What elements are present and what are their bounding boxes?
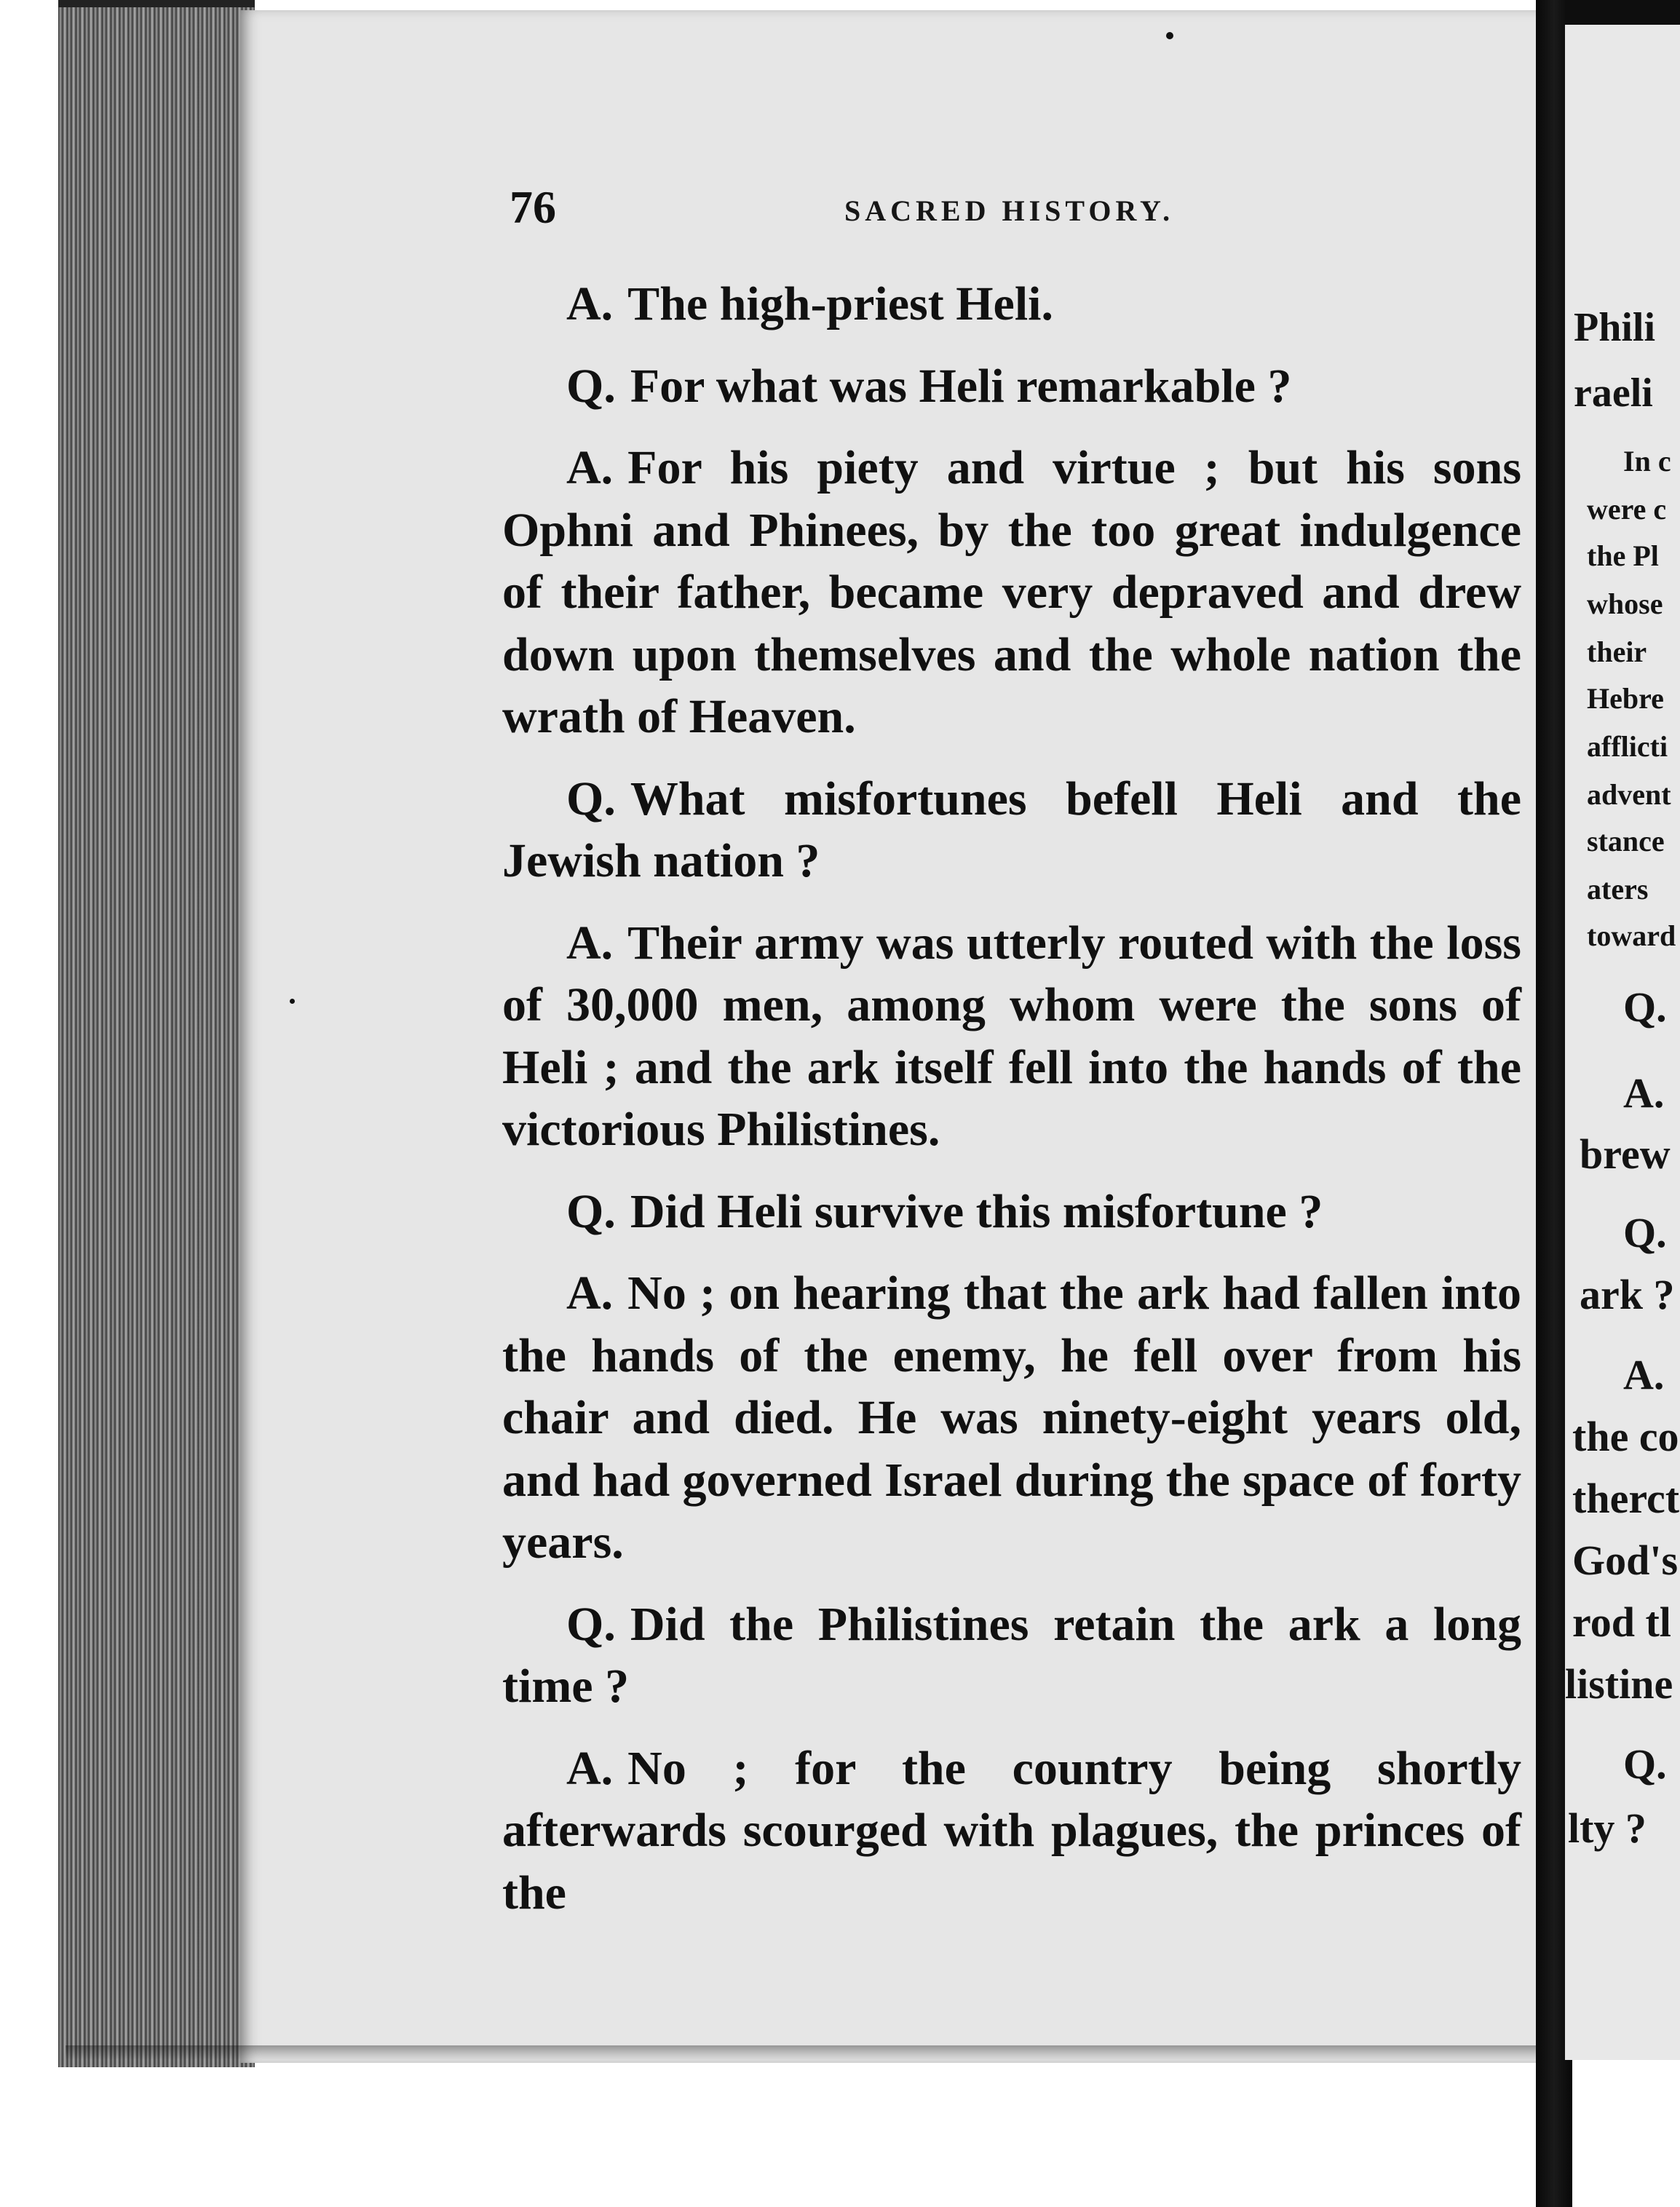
facing-page-fragment: stance (1587, 825, 1665, 857)
facing-page-fragment: the co (1572, 1413, 1679, 1460)
page-number: 76 (510, 181, 556, 233)
question-text: Did Heli survive this misfortune ? (630, 1184, 1323, 1238)
facing-page-fragment: were c (1587, 493, 1667, 526)
answer-label: A. (566, 1741, 614, 1795)
question-text: Did the Philistines retain the ark a long time ? (502, 1597, 1521, 1713)
facing-page-fragment: the Pl (1587, 539, 1659, 572)
facing-page-fragment: Q. (1623, 983, 1667, 1031)
answer-label: A. (566, 441, 614, 494)
facing-page-fragment: lty ? (1568, 1804, 1647, 1852)
catechism-text (502, 273, 1521, 1943)
question-paragraph (502, 768, 1521, 892)
answer-text: For his piety and virtue ; but his sons Ophni and Phinees, by the too great indulgence of their father, became very depraved and drew down upon themselves and the whole nation the wrath of Heaven. (502, 441, 1521, 743)
question-label: Q. (566, 772, 616, 825)
facing-page-fragment: listine (1565, 1660, 1673, 1708)
answer-label: A. (566, 277, 614, 330)
answer-text: No ; for the country being shortly afterwards scourged with plagues, the princes of the (502, 1741, 1521, 1919)
facing-page-fragment: Q. (1623, 1209, 1667, 1256)
answer-paragraph (502, 1738, 1521, 1925)
facing-page-fragment: afflicti (1587, 730, 1668, 763)
facing-page-fragment: A. (1623, 1069, 1665, 1117)
facing-page-fragment: whose (1587, 587, 1663, 620)
answer-paragraph (502, 437, 1521, 748)
facing-page-fragment: In c (1623, 445, 1671, 478)
facing-page-fragment: brew (1580, 1130, 1671, 1178)
page-edges (58, 7, 255, 2067)
answer-paragraph (502, 1262, 1521, 1574)
facing-page-text (1565, 0, 1680, 2207)
facing-page-fragment: their (1587, 635, 1647, 668)
answer-label: A. (566, 916, 614, 970)
facing-page-fragment: God's (1572, 1537, 1679, 1584)
facing-page-fragment: advent (1587, 778, 1671, 811)
question-paragraph (502, 355, 1521, 418)
answer-label: A. (566, 1267, 614, 1320)
facing-page-fragment: therct (1572, 1475, 1680, 1522)
facing-page-fragment: ark ? (1580, 1271, 1675, 1318)
page-bottom-shadow (66, 2045, 1543, 2060)
question-paragraph (502, 1593, 1521, 1718)
running-head: SACRED HISTORY. (844, 194, 1175, 227)
answer-paragraph (502, 912, 1521, 1161)
answer-text: Their army was utterly routed with the loss of 30,000 men, among whom were the sons of Heli ; and the ark itself fell into the hands of the victorious Philistines. (502, 916, 1521, 1156)
ink-speck (1166, 32, 1173, 39)
facing-page-fragment: toward (1587, 919, 1676, 952)
answer-text: The high-priest Heli. (627, 277, 1054, 330)
question-label: Q. (566, 359, 616, 413)
question-text: What misfortunes befell Heli and the Jewish nation ? (502, 772, 1521, 887)
facing-page-fragment: Q. (1623, 1740, 1667, 1788)
page-header (510, 181, 1529, 231)
facing-page-fragment: Hebre (1587, 682, 1664, 715)
facing-page-fragment: Phili (1574, 305, 1656, 350)
answer-text: No ; on hearing that the ark had fallen into the hands of the enemy, he fell over from his chair and died. He was ninety-eight years old, and had governed Israel during the space of forty years. (502, 1267, 1521, 1569)
question-label: Q. (566, 1597, 616, 1651)
facing-page-fragment: raeli (1574, 371, 1653, 416)
question-paragraph (502, 1181, 1521, 1243)
ink-speck (290, 999, 295, 1004)
question-label: Q. (566, 1184, 616, 1238)
question-text: For what was Heli remarkable ? (630, 359, 1292, 413)
facing-page-fragment: rod tl (1572, 1598, 1671, 1646)
facing-page-fragment: A. (1623, 1351, 1665, 1398)
answer-paragraph (502, 273, 1521, 336)
facing-page-fragment: aters (1587, 873, 1649, 906)
